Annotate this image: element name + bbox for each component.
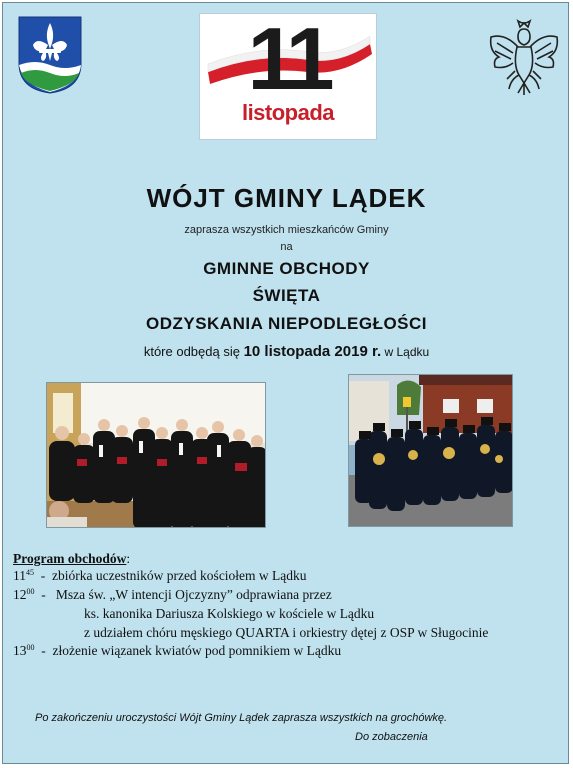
footer-invite: Po zakończeniu uroczystości Wójt Gminy Lądek zaprasza wszystkich na grochówkę. bbox=[35, 712, 448, 724]
choir-photo bbox=[46, 382, 266, 528]
program-heading: Program obchodów: bbox=[13, 551, 131, 566]
invite-text: zaprasza wszystkich mieszkańców Gminy bbox=[184, 224, 389, 236]
na-text: na bbox=[280, 241, 293, 253]
independence-day-badge bbox=[199, 9, 377, 140]
event-title-line3: ODZYSKANIA NIEPODLEGŁOŚCI bbox=[145, 314, 428, 333]
day-number: 11 bbox=[247, 9, 329, 108]
program-item: $13^{00}$ - złożenie wiązanek kwiatów pod pomnikiem w Lądku bbox=[13, 643, 342, 658]
poster bbox=[2, 2, 569, 764]
program-item: z udziałem chóru męskiego QUARTA i orkiestry dętej z OSP w Sługocinie bbox=[84, 625, 489, 640]
footer bbox=[35, 712, 555, 743]
month-label: listopada bbox=[241, 100, 335, 125]
page-title: WÓJT GMINY LĄDEK bbox=[146, 183, 427, 213]
brass-band-photo bbox=[348, 374, 513, 527]
date-suffix: w Lądku bbox=[381, 345, 430, 359]
footer-farewell: Do zobaczenia bbox=[355, 731, 428, 743]
event-date-line bbox=[3, 343, 570, 360]
program-item: $12^{00}$ - Msza św. „W intencji Ojczyzny” odprawiana przez bbox=[13, 587, 332, 602]
coat-of-arms-icon bbox=[15, 15, 85, 95]
program-item: $11^{45}$ - zbiórka uczestników przed kościołem w Lądku bbox=[13, 568, 307, 583]
polish-eagle-icon bbox=[485, 13, 563, 97]
event-title-line2: ŚWIĘTA bbox=[252, 286, 321, 305]
event-title-line1: GMINNE OBCHODY bbox=[203, 259, 370, 278]
program-item: ks. kanonika Dariusza Kolskiego w kościele w Lądku bbox=[84, 606, 375, 621]
date-prefix: które odbędą się bbox=[143, 344, 244, 359]
event-date: 10 listopada 2019 r. bbox=[243, 343, 382, 360]
